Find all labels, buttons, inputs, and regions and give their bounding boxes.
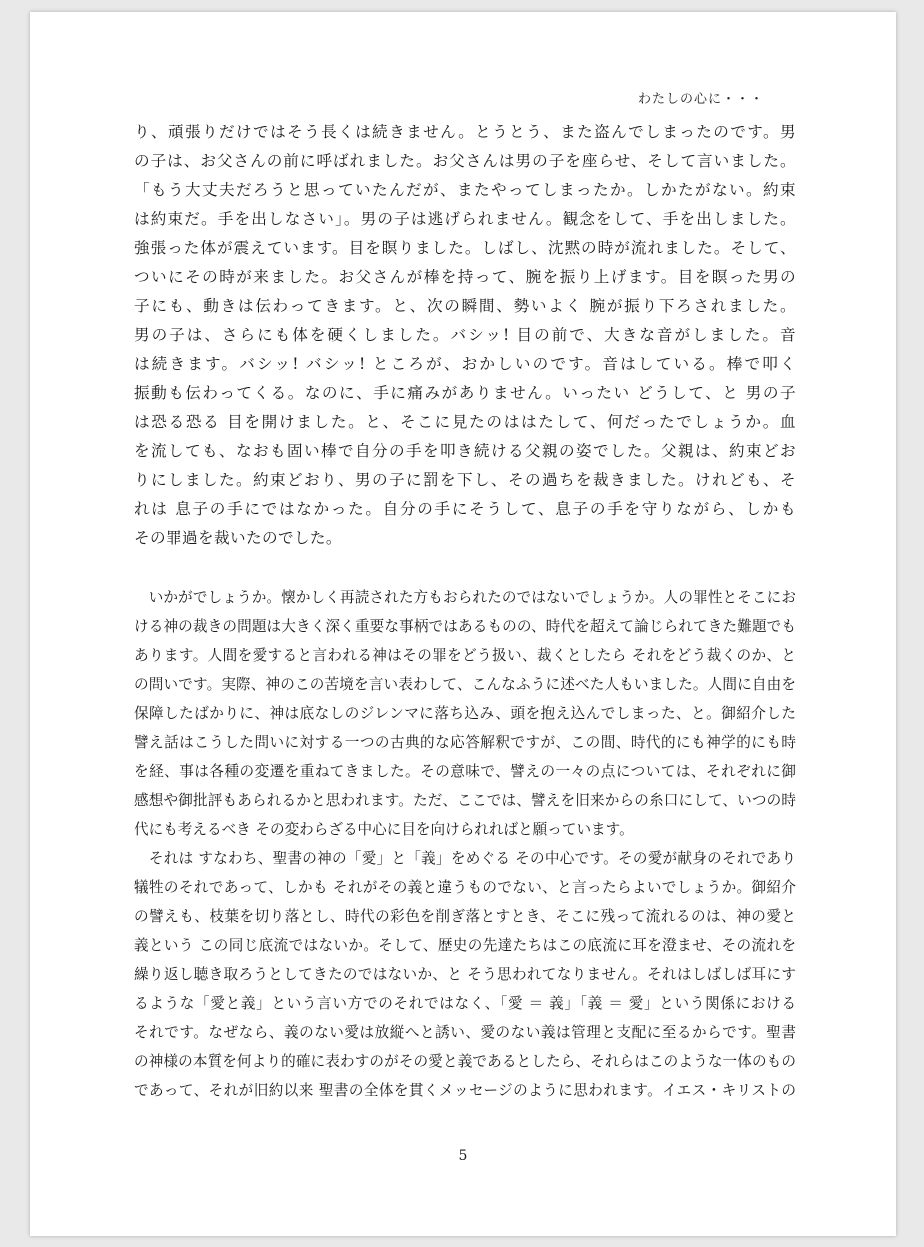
text-line: 「もう大丈夫だろうと思っていたんだが、またやってしまったか。しかたがない。約束 bbox=[134, 181, 796, 199]
text-line: れは 息子の手にではなかった。自分の手にそうして、息子の手を守りながら、しかも bbox=[134, 500, 796, 518]
text-line: は恐る恐る 目を開けました。と、そこに見たのははたして、何だったでしょうか。血 bbox=[134, 413, 796, 431]
text-line: 代にも考えるべき その変わらざる中心に目を向けられればと願っています。 bbox=[134, 821, 634, 838]
text-line: は約束だ。手を出しなさい」。男の子は逃げられません。観念をして、手を出しました。 bbox=[134, 210, 796, 228]
text-line: 子にも、動きは伝わってきます。と、次の瞬間、勢いよく 腕が振り下ろされました。 bbox=[134, 297, 796, 315]
story-passage bbox=[134, 118, 796, 553]
text-line: の譬えも、枝葉を切り落とし、時代の彩色を削ぎ落とすとき、そこに残って流れるのは、神の愛と bbox=[134, 908, 796, 925]
text-line: 男の子は、さらにも体を硬くしました。バシッ! 目の前で、大きな音がしました。音 bbox=[134, 326, 796, 344]
text-line: であって、それが旧約以来 聖書の全体を貫くメッセージのように思われます。イエス・キリストの bbox=[134, 1082, 796, 1099]
running-header: わたしの心に・・・ bbox=[637, 92, 764, 107]
text-line: ける神の裁きの問題は大きく深く重要な事柄ではあるものの、時代を超えて論じられてきた難題でも bbox=[134, 618, 796, 635]
text-line: 感想や御批評もあられるかと思われます。ただ、ここでは、譬えを旧来からの糸口にして、いつの時 bbox=[134, 792, 796, 809]
text-line: の問いです。実際、神のこの苦境を言い表わして、こんなふうに述べた人もいました。人間に自由を bbox=[134, 676, 796, 693]
text-line: の子は、お父さんの前に呼ばれました。お父さんは男の子を座らせ、そして言いました。 bbox=[134, 152, 796, 170]
text-line: それは すなわち、聖書の神の「愛」と「義」をめぐる その中心です。その愛が献身のそれであり bbox=[134, 850, 796, 867]
text-line: 強張った体が震えています。目を瞑りました。しばし、沈黙の時が流れました。そして、 bbox=[134, 239, 796, 257]
text-line: りにしました。約束どおり、男の子に罰を下し、その過ちを裁きました。けれども、そ bbox=[134, 471, 796, 489]
page-number: 5 bbox=[458, 1148, 468, 1164]
text-line: り、頑張りだけではそう長くは続きません。とうとう、また盗んでしまったのです。男 bbox=[134, 123, 796, 141]
text-line: 振動も伝わってくる。なのに、手に痛みがありません。いったい どうして、と 男の子 bbox=[134, 384, 796, 402]
text-line: ついにその時が来ました。お父さんが棒を持って、腕を振り上げます。目を瞑った男の bbox=[134, 268, 796, 286]
body-text bbox=[134, 118, 796, 1105]
text-line: るような「愛と義」という言い方でのそれではなく、「愛 ＝ 義」「義 ＝ 愛」という関係における bbox=[134, 995, 796, 1012]
text-line: の神様の本質を何より的確に表わすのがその愛と義であるとしたら、それらはこのような一体のもの bbox=[134, 1053, 796, 1070]
text-line: それです。なぜなら、義のない愛は放縦へと誘い、愛のない義は管理と支配に至るからです。聖書 bbox=[134, 1024, 796, 1041]
text-line: 繰り返し聴き取ろうとしてきたのではないか、と そう思われてなりません。それはしばしば耳にす bbox=[134, 966, 796, 983]
text-line: あります。人間を愛すると言われる神はその罪をどう扱い、裁くとしたら それをどう裁くのか、と bbox=[134, 647, 796, 664]
essay-passage bbox=[134, 583, 796, 1105]
text-line: 保障したばかりに、神は底なしのジレンマに落ち込み、頭を抱え込んでしまった、と。御紹介した bbox=[134, 705, 796, 722]
text-line: 犠牲のそれであって、しかも それがその義と違うものでない、と言ったらよいでしょうか。御紹介 bbox=[134, 879, 796, 896]
text-line: を経、事は各種の変遷を重ねてきました。その意味で、譬えの一々の点については、それぞれに御 bbox=[134, 763, 796, 780]
document-page bbox=[30, 12, 896, 1236]
text-line: いかがでしょうか。懐かしく再読された方もおられたのではないでしょうか。人の罪性とそこにお bbox=[134, 589, 796, 606]
text-line: を流しても、なおも固い棒で自分の手を叩き続ける父親の姿でした。父親は、約束どお bbox=[134, 442, 796, 460]
text-line: 譬え話はこうした問いに対する一つの古典的な応答解釈ですが、この間、時代的にも神学的にも時 bbox=[134, 734, 796, 751]
text-line: 義という この同じ底流ではないか。そして、歴史の先達たちはこの底流に耳を澄ませ、その流れを bbox=[134, 937, 796, 954]
text-line: は続きます。バシッ! バシッ! ところが、おかしいのです。音はしている。棒で叩く bbox=[134, 355, 796, 373]
paragraph-gap bbox=[134, 553, 796, 583]
text-line: その罪過を裁いたのでした。 bbox=[134, 529, 342, 547]
